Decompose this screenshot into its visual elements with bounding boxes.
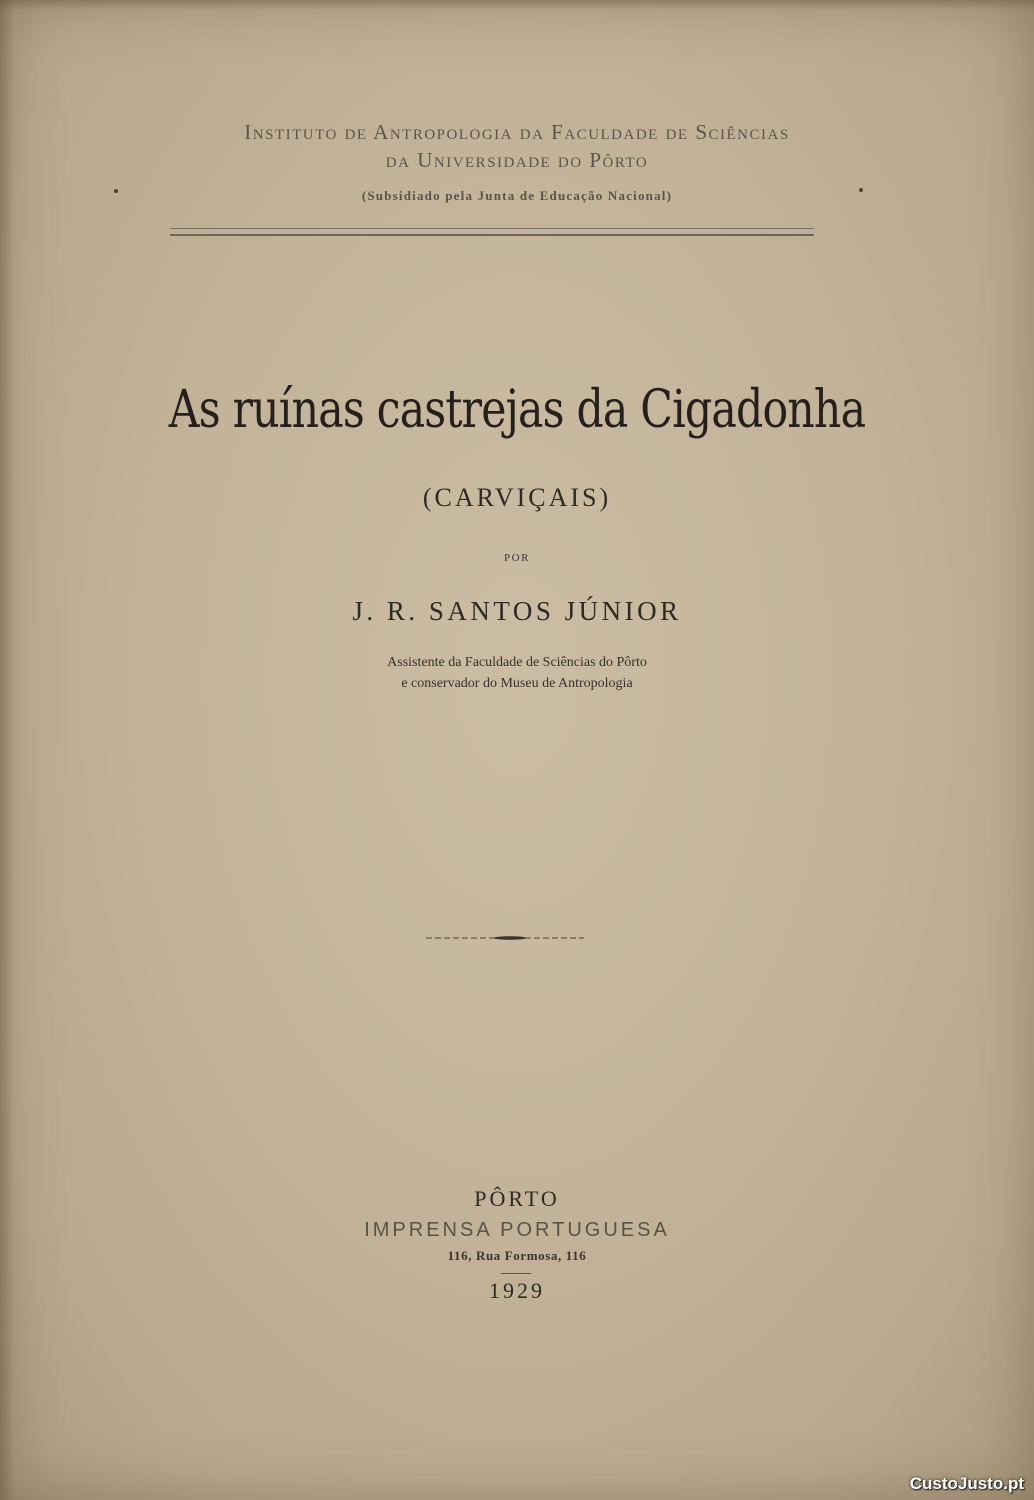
by-label: POR bbox=[504, 552, 530, 564]
ornament-divider bbox=[426, 936, 584, 940]
institute-line-2: da Universidade do Pôrto bbox=[385, 148, 649, 172]
top-edge-shadow bbox=[0, 0, 1034, 10]
imprint-printer: IMPRENSA PORTUGUESA bbox=[364, 1219, 670, 1241]
book-subtitle: (CARVIÇAIS) bbox=[422, 483, 612, 512]
imprint-place: PÔRTO bbox=[474, 1186, 560, 1211]
header-rule bbox=[170, 228, 814, 229]
speck-mark bbox=[114, 189, 118, 193]
subsidy-note: (Subsidiado pela Junta de Educação Nacional) bbox=[361, 188, 673, 203]
imprint-year: 1929 bbox=[489, 1278, 545, 1303]
left-edge-shadow bbox=[0, 0, 14, 1500]
book-title: As ruínas castrejas da Cigadonha bbox=[168, 380, 866, 440]
imprint-address: 116, Rua Formosa, 116 bbox=[447, 1248, 587, 1263]
author-affiliation-1: Assistente da Faculdade de Sciências do Pôrto bbox=[387, 655, 647, 670]
header-rule-double bbox=[170, 234, 814, 236]
year-rule bbox=[501, 1273, 531, 1274]
site-watermark: CustoJusto.pt bbox=[909, 1474, 1024, 1493]
author-affiliation-2: e conservador do Museu de Antropologia bbox=[401, 676, 633, 691]
author-name: J. R. SANTOS JÚNIOR bbox=[352, 596, 682, 626]
speck-mark bbox=[859, 188, 863, 192]
institute-line-1: Instituto de Antropologia da Faculdade de Sciências bbox=[244, 120, 790, 144]
